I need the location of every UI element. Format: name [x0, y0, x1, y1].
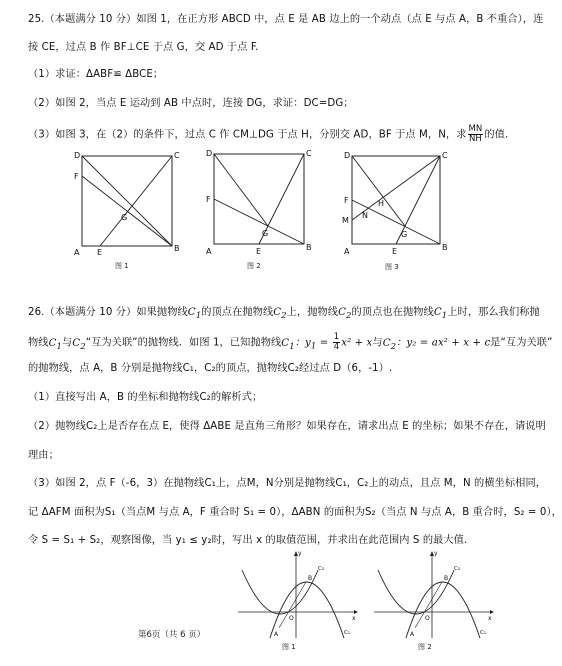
- line-fb: [82, 176, 172, 246]
- x-label: x: [488, 615, 492, 622]
- label-b: B: [308, 575, 313, 582]
- c1-symbol: [281, 337, 295, 352]
- q26-line3: 的抛物线，点 A，B 分别是抛物线C₁，C₂的顶点，抛物线C₂经过点 D（6，-1）.: [28, 363, 393, 374]
- label-n: N: [362, 211, 368, 220]
- label-b: B: [306, 243, 312, 252]
- label-c1: C₁: [480, 630, 487, 636]
- fraction-denominator: NH: [468, 134, 482, 144]
- label-d: D: [344, 151, 351, 160]
- label-c: C: [442, 151, 448, 160]
- label-a: A: [206, 247, 212, 256]
- line-dg: [352, 156, 405, 226]
- figure-1-caption: 图 1: [115, 262, 129, 270]
- q26-part3c: 令 S = S₁ + S₂，观察图像，当 y₁ ≤ y₂时，写出 x 的取值范围，并求出在此范围内 S 的最大值.: [28, 535, 468, 546]
- mn-nh-fraction: [468, 125, 484, 144]
- q26-figure-2-caption: 图 2: [418, 643, 432, 651]
- q26-part3b: 记 ΔAFM 面积为S₁（当点M 与点 A，F 重合时 S₁ = 0），ΔABN 的面积为S₂（当点 N 与点 A，B 重合时，S₂ = 0），: [28, 507, 562, 518]
- label-g: G: [262, 229, 269, 238]
- c1-symbol: [187, 307, 202, 322]
- label-h: H: [378, 199, 385, 208]
- c1-subscript: 1: [441, 311, 448, 322]
- q25-part2: （2）如图 2，当点 E 运动到 AB 中点时，连接 DG，求证：DC=DG；: [28, 98, 354, 109]
- q26-text-e: 物线: [28, 337, 49, 349]
- eq1-lhs: ：y: [294, 337, 311, 349]
- eq1-rhs: x² + x: [341, 337, 373, 349]
- label-g: G: [401, 230, 408, 239]
- q25-line2: 接 CE，过点 B 作 BF⊥CE 于点 G，交 AD 于点 F.: [28, 42, 259, 53]
- q26-intro: 26.（本题满分 10 分）如果抛物线: [28, 307, 188, 318]
- c2-subscript: 2: [346, 311, 352, 322]
- q26-text-i: 是“互为关联”: [490, 337, 553, 349]
- figure-2-caption: 图 2: [247, 262, 261, 270]
- c1-subscript: 1: [56, 341, 62, 352]
- c1-letter: C: [281, 337, 290, 349]
- q26-figure-2: [370, 548, 500, 642]
- q26-part3a: （3）如图 2，点 F（-6，3）在抛物线C₁上，点M，N分别是抛物线C₁，C₂上的动点，且点 M，N 的横坐标相同，: [28, 478, 547, 489]
- c2-letter: C: [382, 337, 391, 349]
- q26-text-b: 上，抛物线: [286, 307, 339, 318]
- origin-label: O: [289, 615, 294, 622]
- label-g: G: [121, 213, 128, 222]
- q26-figure-1-caption: 图 1: [282, 643, 296, 651]
- figure-3-caption: 图 3: [385, 263, 399, 271]
- q25-figure-3: [334, 148, 454, 262]
- fraction-numerator: 1: [333, 332, 340, 342]
- label-c: C: [174, 151, 180, 160]
- c1-subscript: 1: [289, 341, 295, 352]
- q26-text-a: 的顶点在抛物线: [201, 307, 274, 318]
- c1-letter: C: [433, 307, 442, 318]
- c1-symbol: [48, 337, 62, 352]
- label-d: D: [206, 149, 213, 158]
- label-a: A: [344, 247, 350, 256]
- label-c: C: [306, 149, 312, 158]
- y-label: y: [298, 550, 302, 557]
- label-e: E: [256, 247, 262, 256]
- c2-letter: C: [273, 307, 282, 318]
- x-label: x: [352, 615, 356, 622]
- q25-line1: 25.（本题满分 10 分）如图 1，在正方形 ABCD 中，点 E 是 AB 边上的一个动点（点 E 与点 A，B 不重合），连: [28, 14, 544, 25]
- q25-figure-2: [196, 146, 316, 260]
- label-c1: C₁: [344, 630, 351, 636]
- c2-letter: C: [338, 307, 346, 318]
- c2-subscript: 2: [390, 341, 397, 352]
- quarter-fraction: [333, 333, 341, 352]
- q26-text-d: 上时，那么我们称抛: [447, 307, 540, 318]
- line-db: [82, 156, 172, 246]
- q25-part1: （1）求证：ΔABF≌ ΔBCE；: [28, 69, 164, 80]
- line-dg: [214, 154, 268, 226]
- q26-text-c: 的顶点也在抛物线: [351, 307, 434, 318]
- label-b: B: [174, 244, 180, 253]
- origin-label: O: [425, 615, 430, 622]
- label-c2: C₂: [318, 566, 325, 572]
- q26-line1: [28, 306, 540, 323]
- label-f: F: [74, 172, 79, 181]
- c2-symbol: [273, 307, 287, 322]
- label-e: E: [97, 248, 103, 257]
- c2-symbol: [72, 337, 86, 352]
- label-a: A: [410, 631, 415, 638]
- q26-part2b: 理由；: [28, 450, 59, 461]
- label-e: E: [392, 247, 398, 256]
- page-footer: 第6页（共 6 页）: [138, 630, 206, 640]
- q26-figure-1: [234, 548, 364, 642]
- line-ce: [100, 156, 172, 246]
- curve-c1: [242, 570, 318, 614]
- q26-line2: [28, 333, 552, 354]
- label-b: B: [442, 243, 448, 252]
- q25-part3-end: 的值.: [484, 129, 509, 141]
- c2-symbol: [338, 307, 352, 322]
- q26-part2a: （2）抛物线C₂上是否存在点 E，使得 ΔABE 是直角三角形？如果存在，请求出点 E 的坐标；如果不存在，请说明: [28, 421, 546, 432]
- eq2: ：y₂ = ax² + x + c: [396, 337, 491, 349]
- label-f: F: [206, 195, 211, 204]
- c2-subscript: 2: [281, 311, 287, 322]
- curve-c2: [406, 582, 480, 638]
- c1-letter: C: [48, 337, 57, 349]
- c2-subscript: 2: [80, 341, 86, 352]
- y-label: y: [434, 550, 438, 557]
- c2-symbol: [382, 337, 397, 352]
- q25-part3-text: （3）如图 3，在（2）的条件下，过点 C 作 CM⊥DG 于点 H，分别交 AD，BF 于点 M，N，求: [28, 129, 467, 141]
- label-f: F: [344, 196, 349, 205]
- q26-text-f: 与: [62, 337, 73, 349]
- label-m: M: [342, 216, 349, 225]
- line-fb: [352, 200, 440, 244]
- c1-subscript: 1: [195, 311, 202, 322]
- label-a: A: [274, 631, 279, 638]
- eq1-equals: =: [316, 337, 332, 349]
- c2-letter: C: [72, 337, 81, 349]
- q25-figure-1: [64, 148, 184, 260]
- label-b: B: [444, 575, 449, 582]
- label-a: A: [74, 248, 80, 257]
- c1-symbol: [433, 307, 448, 322]
- q26-text-g: “互为关联”的抛物线．如图 1，已知抛物线: [85, 337, 282, 349]
- fraction-denominator: 4: [333, 342, 340, 352]
- line-fb: [214, 199, 304, 244]
- eq1-subscript: 1: [310, 341, 317, 352]
- curve-c1: [378, 570, 454, 614]
- label-c2: C₂: [454, 566, 461, 572]
- c1-letter: C: [187, 307, 196, 318]
- label-d: D: [74, 151, 81, 160]
- fraction-numerator: MN: [468, 124, 483, 134]
- q26-part1: （1）直接写出 A，B 的坐标和抛物线C₂的解析式；: [28, 392, 263, 403]
- q26-text-h: 与: [372, 337, 383, 349]
- q25-part3: [28, 125, 508, 144]
- curve-c2: [270, 582, 344, 638]
